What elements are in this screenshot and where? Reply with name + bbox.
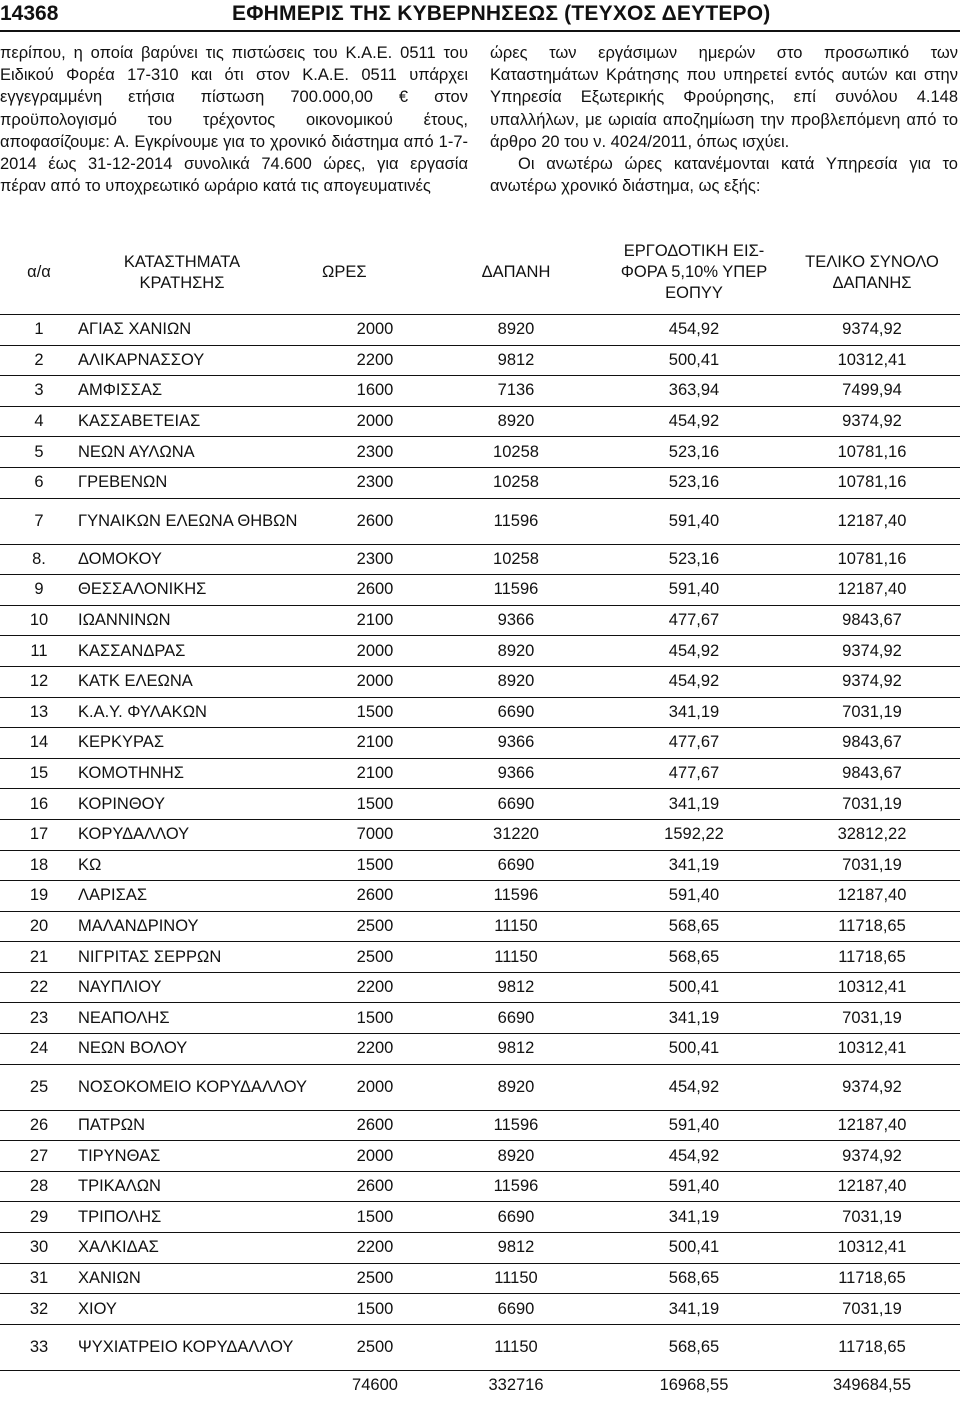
contribution-cell: 591,40 [604,1110,784,1141]
contribution-cell: 1592,22 [604,819,784,850]
table-row [0,1202,960,1233]
contribution-cell: 454,92 [604,406,784,437]
total-value [78,1370,322,1401]
page-header [0,0,960,32]
row-index: 30 [0,1233,78,1264]
hours-cell: 2200 [322,1034,428,1065]
total-value: 349684,55 [833,1376,911,1395]
column-header: ΚΑΤΑΣΤΗΜΑΤΑ ΚΡΑΤΗΣΗΣ [78,231,322,315]
row-index: 3 [0,376,78,407]
table-row [0,1003,960,1034]
hours-cell: 2600 [322,1110,428,1141]
facility-name: ΚΑΤΚ ΕΛΕΩΝΑ [78,666,322,697]
facility-name: ΚΟΡΙΝΘΟΥ [78,789,322,820]
row-index: 27 [0,1141,78,1172]
total-cell: 9374,92 [784,315,960,346]
table-row [0,881,960,912]
contribution-cell: 500,41 [604,972,784,1003]
row-index: 26 [0,1110,78,1141]
table-row [0,1324,960,1370]
table-row [0,1141,960,1172]
contribution-cell: 341,19 [604,1202,784,1233]
table-row [0,376,960,407]
facility-name: ΛΑΡΙΣΑΣ [78,881,322,912]
expense-cell: 8920 [428,315,604,346]
table-row [0,972,960,1003]
table-row [0,666,960,697]
row-index: 21 [0,942,78,973]
facility-name: ΤΙΡΥΝΘΑΣ [78,1141,322,1172]
total-cell: 10312,41 [784,345,960,376]
row-index: 16 [0,789,78,820]
total-cell: 9374,92 [784,1064,960,1110]
hours-cell: 2000 [322,666,428,697]
table-row [0,1294,960,1325]
hours-cell: 2000 [322,636,428,667]
contribution-cell: 341,19 [604,1003,784,1034]
row-index: 17 [0,819,78,850]
total-cell: 7031,19 [784,1003,960,1034]
total-cell: 12187,40 [784,575,960,606]
contribution-cell: 477,67 [604,728,784,759]
facility-name: ΑΛΙΚΑΡΝΑΣΣΟΥ [78,345,322,376]
expense-cell: 9366 [428,728,604,759]
row-index: 10 [0,605,78,636]
contribution-cell: 454,92 [604,1141,784,1172]
expense-cell: 6690 [428,1003,604,1034]
total-cell: 10312,41 [784,1034,960,1065]
table-row [0,850,960,881]
contribution-cell: 454,92 [604,666,784,697]
row-index: 12 [0,666,78,697]
hours-cell: 2300 [322,437,428,468]
expense-cell: 31220 [428,819,604,850]
table-row [0,789,960,820]
contribution-cell: 363,94 [604,376,784,407]
total-cell: 10781,16 [784,437,960,468]
table-row [0,1110,960,1141]
total-cell: 9374,92 [784,406,960,437]
table-row [0,498,960,544]
row-index: 31 [0,1263,78,1294]
total-cell: 10781,16 [784,544,960,575]
hours-cell: 2300 [322,467,428,498]
contribution-cell: 591,40 [604,881,784,912]
total-cell: 11718,65 [784,911,960,942]
total-cell: 9374,92 [784,1141,960,1172]
facility-name: ΤΡΙΠΟΛΗΣ [78,1202,322,1233]
contribution-cell: 591,40 [604,498,784,544]
contribution-cell: 523,16 [604,467,784,498]
total-cell: 7031,19 [784,850,960,881]
facility-name: ΘΕΣΣΑΛΟΝΙΚΗΣ [78,575,322,606]
total-cell: 7031,19 [784,789,960,820]
table-row [0,636,960,667]
contribution-cell: 477,67 [604,605,784,636]
total-cell: 7031,19 [784,1294,960,1325]
row-index: 4 [0,406,78,437]
expense-cell: 11150 [428,942,604,973]
page-number: 14368 [0,2,59,25]
contribution-cell: 500,41 [604,1233,784,1264]
row-index: 18 [0,850,78,881]
expense-cell: 8920 [428,406,604,437]
hours-cell: 2000 [322,1141,428,1172]
table-row [0,819,960,850]
hours-cell: 2600 [322,1171,428,1202]
contribution-cell: 454,92 [604,315,784,346]
hours-cell: 2200 [322,972,428,1003]
total-cell: 7031,19 [784,1202,960,1233]
contribution-cell: 341,19 [604,850,784,881]
hours-cell: 2300 [322,544,428,575]
row-index: 20 [0,911,78,942]
facility-name: ΚΟΜΟΤΗΝΗΣ [78,758,322,789]
total-cell: 9374,92 [784,666,960,697]
total-cell: 9843,67 [784,728,960,759]
total-cell: 9374,92 [784,636,960,667]
total-cell: 11718,65 [784,1263,960,1294]
total-cell: 12187,40 [784,1110,960,1141]
expense-cell: 11596 [428,881,604,912]
total-value: 16968,55 [659,1376,729,1395]
expense-cell: 6690 [428,697,604,728]
expense-cell: 11150 [428,1263,604,1294]
expense-cell: 9812 [428,1233,604,1264]
detention-facilities-table [0,231,960,1401]
hours-cell: 2100 [322,605,428,636]
hours-cell: 1500 [322,1003,428,1034]
table-row [0,1263,960,1294]
table-row [0,1171,960,1202]
table-row [0,1034,960,1065]
expense-cell: 6690 [428,1202,604,1233]
column-header: ΤΕΛΙΚΟ ΣΥΝΟΛΟ ΔΑΠΑΝΗΣ [784,231,960,315]
column-header: α/α [0,231,78,315]
total-value [0,1370,78,1401]
total-cell: 7499,94 [784,376,960,407]
expense-cell: 8920 [428,1064,604,1110]
expense-cell: 8920 [428,666,604,697]
table-row [0,345,960,376]
expense-cell: 11150 [428,1324,604,1370]
row-index: 15 [0,758,78,789]
expense-cell: 6690 [428,789,604,820]
facility-name: ΚΟΡΥΔΑΛΛΟΥ [78,819,322,850]
row-index: 24 [0,1034,78,1065]
facility-name: ΨΥΧΙΑΤΡΕΙΟ ΚΟΡΥΔΑΛΛΟΥ [78,1324,322,1370]
table-row [0,467,960,498]
contribution-cell: 568,65 [604,942,784,973]
total-cell: 9843,67 [784,605,960,636]
facility-name: ΝΙΓΡΙΤΑΣ ΣΕΡΡΩΝ [78,942,322,973]
hours-cell: 2500 [322,942,428,973]
hours-cell: 2600 [322,575,428,606]
table-row [0,544,960,575]
table-row [0,728,960,759]
table-row [0,758,960,789]
hours-cell: 2000 [322,1064,428,1110]
total-cell: 12187,40 [784,498,960,544]
facility-name: ΙΩΑΝΝΙΝΩΝ [78,605,322,636]
contribution-cell: 568,65 [604,1263,784,1294]
hours-cell: 1600 [322,376,428,407]
facility-name: ΑΓΙΑΣ ΧΑΝΙΩΝ [78,315,322,346]
contribution-cell: 568,65 [604,1324,784,1370]
facility-name: ΧΑΛΚΙΔΑΣ [78,1233,322,1264]
hours-cell: 1500 [322,1294,428,1325]
hours-cell: 2000 [322,315,428,346]
expense-cell: 11596 [428,575,604,606]
total-cell: 9843,67 [784,758,960,789]
column-header: ΔΑΠΑΝΗ [428,231,604,315]
hours-cell: 1500 [322,850,428,881]
row-index: 33 [0,1324,78,1370]
row-index: 22 [0,972,78,1003]
row-index: 11 [0,636,78,667]
hours-cell: 2600 [322,881,428,912]
expense-cell: 8920 [428,1141,604,1172]
row-index: 25 [0,1064,78,1110]
column-header: ΩΡΕΣ [322,231,428,315]
facility-name: ΝΕΩΝ ΒΟΛΟΥ [78,1034,322,1065]
facility-name: ΤΡΙΚΑΛΩΝ [78,1171,322,1202]
expense-cell: 11596 [428,1110,604,1141]
row-index: 2 [0,345,78,376]
facility-name: ΚΑΣΣΑΒΕΤΕΙΑΣ [78,406,322,437]
expense-cell: 10258 [428,544,604,575]
expense-cell: 11150 [428,911,604,942]
expense-cell: 11596 [428,1171,604,1202]
hours-cell: 2500 [322,1263,428,1294]
contribution-cell: 568,65 [604,911,784,942]
facility-name: ΝΕΩΝ ΑΥΛΩΝΑ [78,437,322,468]
table-body [0,315,960,1401]
hours-cell: 2100 [322,728,428,759]
contribution-cell: 523,16 [604,544,784,575]
column-header: ΕΡΓΟΔΟΤΙΚΗ ΕΙΣ-ΦΟΡΑ 5,10% ΥΠΕΡ ΕΟΠΥΥ [604,231,784,315]
expense-cell: 7136 [428,376,604,407]
expense-cell: 9812 [428,1034,604,1065]
table-row [0,697,960,728]
table-row [0,605,960,636]
total-value: 332716 [488,1376,544,1395]
expense-cell: 8920 [428,636,604,667]
hours-cell: 1500 [322,697,428,728]
left-text-column [0,42,468,197]
table-row [0,942,960,973]
table-row [0,315,960,346]
facility-name: ΑΜΦΙΣΣΑΣ [78,376,322,407]
hours-cell: 2200 [322,1233,428,1264]
facility-name: ΠΑΤΡΩΝ [78,1110,322,1141]
expense-cell: 6690 [428,1294,604,1325]
total-cell: 11718,65 [784,942,960,973]
facility-name: ΧΑΝΙΩΝ [78,1263,322,1294]
body-paragraph: ώρες των εργάσιμων ημερών στο προσωπικό των Καταστημάτων Κράτησης που υπηρετεί εντός αυτών και στην Υπηρεσία Εξωτερικής Φρούρησης, επί συνόλου 4.148 υπαλλήλων, με ωριαία αποζημίωση την προβλεπόμενη από το άρθρο 20 του ν. 4024/2011, όπως ισχύει. [490,44,958,151]
row-index: 1 [0,315,78,346]
facility-name: ΝΕΑΠΟΛΗΣ [78,1003,322,1034]
body-paragraph: Οι ανωτέρω ώρες κατανέμονται κατά Υπηρεσία για το ανωτέρω χρονικό διάστημα, ως εξής: [490,155,958,196]
row-index: 28 [0,1171,78,1202]
expense-cell: 10258 [428,437,604,468]
contribution-cell: 523,16 [604,437,784,468]
total-cell: 12187,40 [784,881,960,912]
expense-cell: 9812 [428,345,604,376]
contribution-cell: 341,19 [604,1294,784,1325]
expense-cell: 6690 [428,850,604,881]
hours-cell: 1500 [322,1202,428,1233]
expense-cell: 9366 [428,758,604,789]
facility-name: ΔΟΜΟΚΟΥ [78,544,322,575]
row-index: 23 [0,1003,78,1034]
total-cell: 12187,40 [784,1171,960,1202]
total-cell: 11718,65 [784,1324,960,1370]
hours-cell: 2500 [322,911,428,942]
total-value: 74600 [352,1376,398,1395]
row-index: 29 [0,1202,78,1233]
row-index: 13 [0,697,78,728]
row-index: 8. [0,544,78,575]
hours-cell: 1500 [322,789,428,820]
facility-name: ΚΕΡΚΥΡΑΣ [78,728,322,759]
table-row [0,1233,960,1264]
facility-name: Κ.Α.Υ. ΦΥΛΑΚΩΝ [78,697,322,728]
gazette-title: ΕΦΗΜΕΡΙΣ ΤΗΣ ΚΥΒΕΡΝΗΣΕΩΣ (ΤΕΥΧΟΣ ΔΕΥΤΕΡΟ) [232,2,771,25]
contribution-cell: 500,41 [604,1034,784,1065]
hours-cell: 2600 [322,498,428,544]
hours-cell: 2200 [322,345,428,376]
total-cell: 32812,22 [784,819,960,850]
hours-cell: 2100 [322,758,428,789]
row-index: 32 [0,1294,78,1325]
body-paragraph: περίπου, η οποία βαρύνει τις πιστώσεις του Κ.Α.Ε. 0511 του Ειδικού Φορέα 17-310 και ότι στον Κ.Α.Ε. 0511 υπάρχει εγγεγραμμένη ετήσια πίστωση 700.000,00 € στον προϋπολογισμό του τρέχοντος οικονομικού έτους, αποφασίζουμε: Α. Εγκρίνουμε για το χρονικό διάστημα από 1-7-2014 έως 31-12-2014 συνολικά 74.600 ώρες, για εργασία πέραν από το υποχρεωτικό ωράριο κατά τις απογευματινές [0,44,468,196]
expense-cell: 11596 [428,498,604,544]
contribution-cell: 591,40 [604,575,784,606]
hours-cell: 2000 [322,406,428,437]
table-row [0,575,960,606]
row-index: 19 [0,881,78,912]
contribution-cell: 500,41 [604,345,784,376]
total-cell: 7031,19 [784,697,960,728]
row-index: 9 [0,575,78,606]
expense-cell: 9366 [428,605,604,636]
table-header-row [0,231,960,315]
contribution-cell: 591,40 [604,1171,784,1202]
hours-cell: 2500 [322,1324,428,1370]
contribution-cell: 477,67 [604,758,784,789]
table-row [0,406,960,437]
total-cell: 10312,41 [784,1233,960,1264]
facility-name: ΝΑΥΠΛΙΟΥ [78,972,322,1003]
facility-name: ΝΟΣΟΚΟΜΕΙΟ ΚΟΡΥΔΑΛΛΟΥ [78,1064,322,1110]
right-text-column [490,42,958,197]
facility-name: ΧΙΟΥ [78,1294,322,1325]
total-cell: 10312,41 [784,972,960,1003]
facility-name: ΜΑΛΑΝΔΡΙΝΟΥ [78,911,322,942]
table-row [0,1064,960,1110]
row-index: 14 [0,728,78,759]
hours-cell: 7000 [322,819,428,850]
facility-name: ΓΥΝΑΙΚΩΝ ΕΛΕΩΝΑ ΘΗΒΩΝ [78,498,322,544]
contribution-cell: 454,92 [604,1064,784,1110]
facility-name: ΚΑΣΣΑΝΔΡΑΣ [78,636,322,667]
contribution-cell: 341,19 [604,697,784,728]
row-index: 6 [0,467,78,498]
facility-name: ΚΩ [78,850,322,881]
contribution-cell: 341,19 [604,789,784,820]
facility-name: ΓΡΕΒΕΝΩΝ [78,467,322,498]
contribution-cell: 454,92 [604,636,784,667]
totals-row [0,1370,960,1401]
total-cell: 10781,16 [784,467,960,498]
table-row [0,437,960,468]
table-row [0,911,960,942]
row-index: 7 [0,498,78,544]
row-index: 5 [0,437,78,468]
expense-cell: 9812 [428,972,604,1003]
expense-cell: 10258 [428,467,604,498]
